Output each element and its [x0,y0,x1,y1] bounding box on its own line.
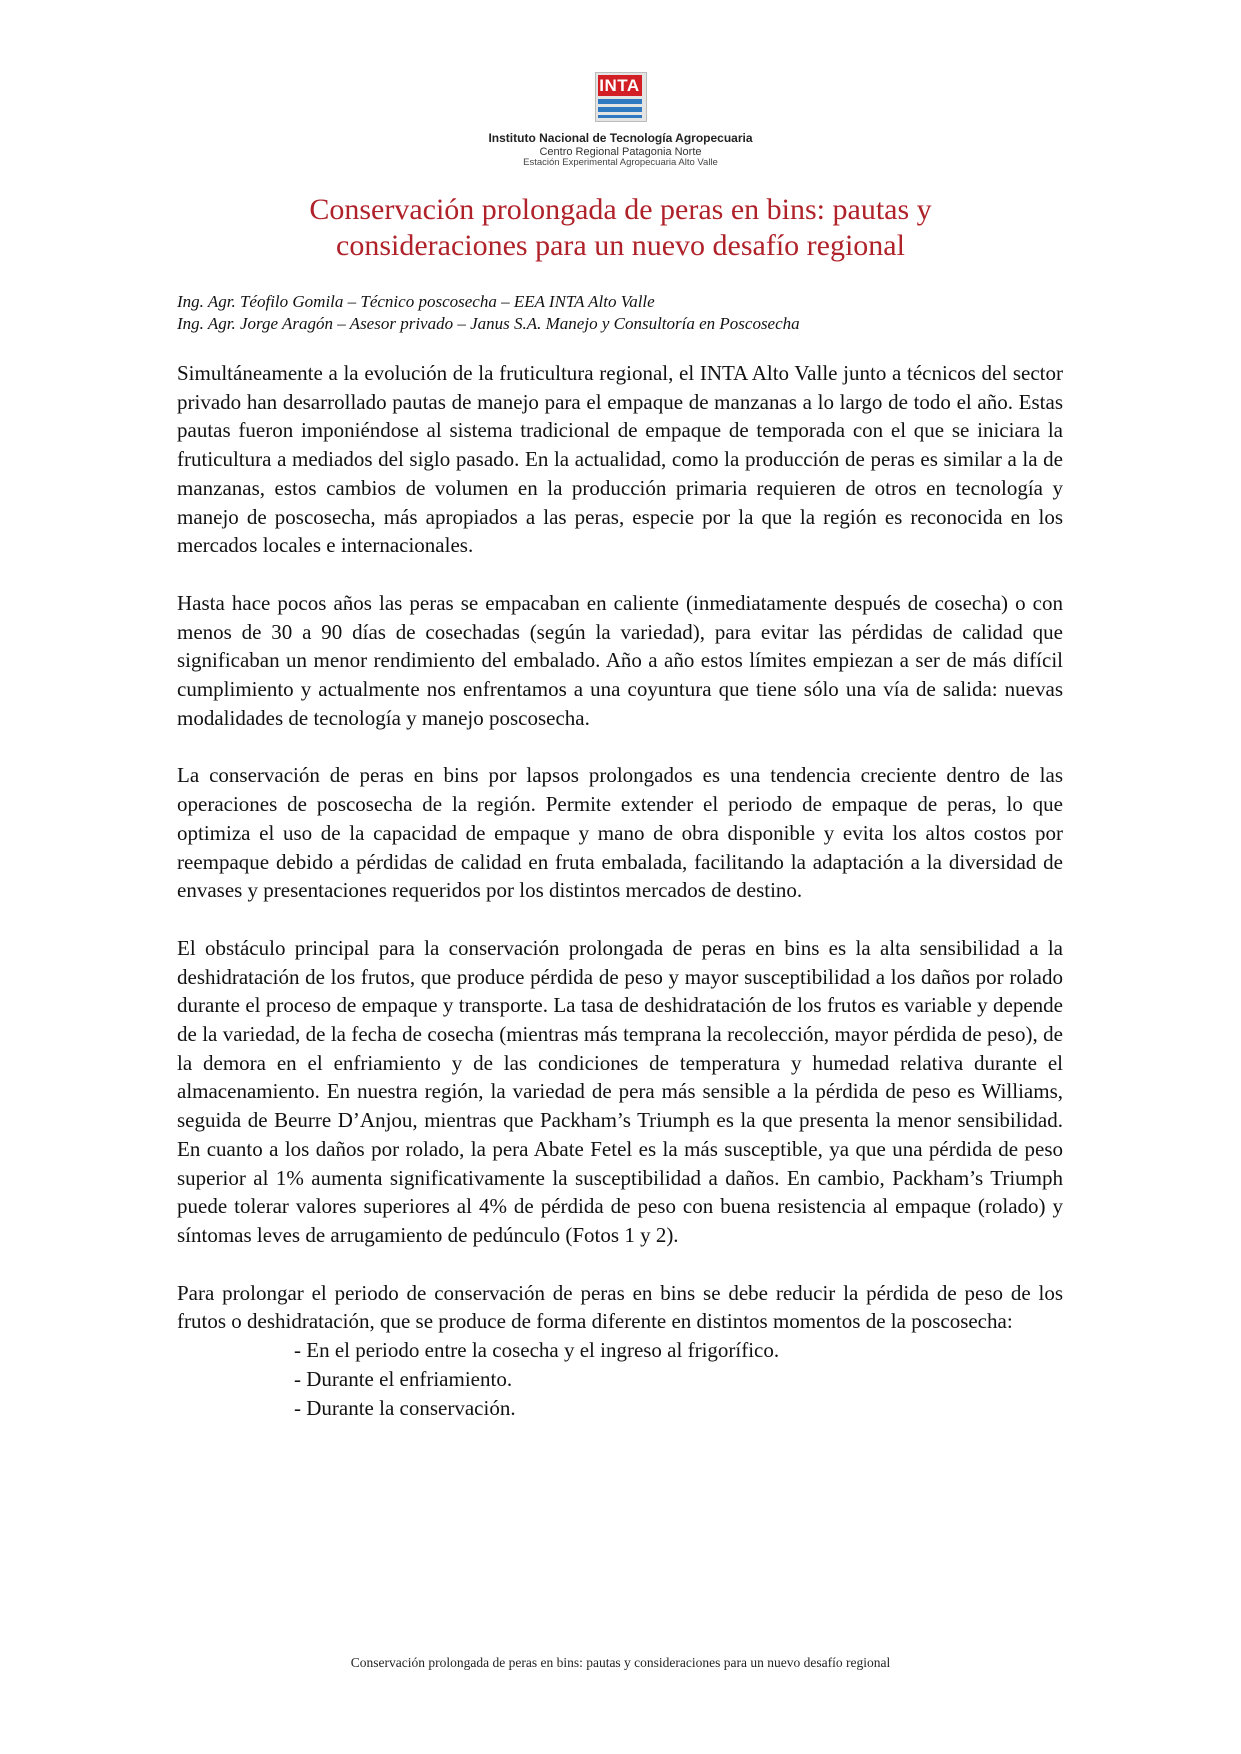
document-body [177,359,1063,1422]
authors-block [177,291,800,335]
list-item: - Durante el enfriamiento. [294,1366,513,1391]
author-1: Ing. Agr. Téofilo Gomila – Técnico poscosecha – EEA INTA Alto Valle [177,292,655,311]
document-header [0,72,1241,169]
experimental-station: Estación Experimental Agropecuaria Alto Valle [523,157,718,169]
author-2: Ing. Agr. Jorge Aragón – Asesor privado – Janus S.A. Manejo y Consultoría en Poscosecha [177,314,800,333]
inta-logo [595,72,647,122]
title-line-2: consideraciones para un nuevo desafío regional [336,229,905,262]
paragraph-1: Simultáneamente a la evolución de la fruticultura regional, el INTA Alto Valle junto a técnicos del sector privado han desarrollado pautas de manejo para el empaque de manzanas a lo largo de todo el año. Estas pautas fueron imponiéndose al sistema tradicional de empaque de temporada con el que se iniciara la fruticultura a mediados del siglo pasado. En la actualidad, como la producción de peras es similar a la de manzanas, estos cambios de volumen en la producción primaria requieren de otros en tecnología y manejo de poscosecha, más apropiados a las peras, especie por la que la región es reconocida en los mercados locales e internacionales. [177,361,1063,558]
paragraph-4: El obstáculo principal para la conservación prolongada de peras en bins es la alta sensibilidad a la deshidratación de los frutos, que produce pérdida de peso y mayor susceptibilidad a los daños por rolado durante el proceso de empaque y transporte. La tasa de deshidratación de los frutos es variable y depende de la variedad, de la fecha de cosecha (mientras más temprana la recolección, mayor pérdida de peso), de la demora en el enfriamiento y de las condiciones de temperatura y humedad relativa durante el almacenamiento. En nuestra región, la variedad de pera más sensible a la pérdida de peso es Williams, seguida de Beurre D’Anjou, mientras que Packham’s Triumph es la que presenta la menor sensibilidad. En cuanto a los daños por rolado, la pera Abate Fetel es la más susceptible, ya que una pérdida de peso superior al 1% aumenta significativamente la susceptibilidad a daños. En cambio, Packham’s Triumph puede tolerar valores superiores al 4% de pérdida de peso con buena resistencia al empaque (rolado) y síntomas leves de arrugamiento de pedúnculo (Fotos 1 y 2). [177,935,1063,1247]
institution-block [0,132,1241,169]
page-footer: Conservación prolongada de peras en bins: pautas y consideraciones para un nuevo desafío regional [350,1655,891,1670]
paragraph-3: La conservación de peras en bins por lapsos prolongados es una tendencia creciente dentro de las operaciones de poscosecha de la región. Permite extender el periodo de empaque de peras, lo que optimiza el uso de la capacidad de empaque y mano de obra disponible y evita los altos costos por reempaque debido a pérdidas de calidad en fruta embalada, facilitando la adaptación a la diversidad de envases y presentaciones requeridos por los distintos mercados de destino. [177,763,1063,903]
title-line-1: Conservación prolongada de peras en bins: pautas y [309,193,932,226]
list-item: - En el periodo entre la cosecha y el ingreso al frigorífico. [294,1338,780,1363]
bullet-list [177,1336,1063,1422]
paragraph-5: Para prolongar el periodo de conservación de peras en bins se debe reducir la pérdida de peso de los frutos o deshidratación, que se produce de forma diferente en distintos momentos de la poscosecha: [177,1280,1063,1334]
logo-text: INTA [599,76,640,95]
institution-name: Instituto Nacional de Tecnología Agropecuaria [488,131,753,145]
document-title [160,192,1081,264]
regional-center: Centro Regional Patagonia Norte [539,145,702,158]
list-item: - Durante la conservación. [294,1395,516,1420]
paragraph-2: Hasta hace pocos años las peras se empacaban en caliente (inmediatamente después de cosecha) o con menos de 30 a 90 días de cosechadas (según la variedad), para evitar las pérdidas de calidad que significaban un menor rendimiento del embalado. Año a año estos límites empiezan a ser de más difícil cumplimiento y actualmente nos enfrentamos a una coyuntura que tiene sólo una vía de salida: nuevas modalidades de tecnología y manejo poscosecha. [177,590,1063,730]
